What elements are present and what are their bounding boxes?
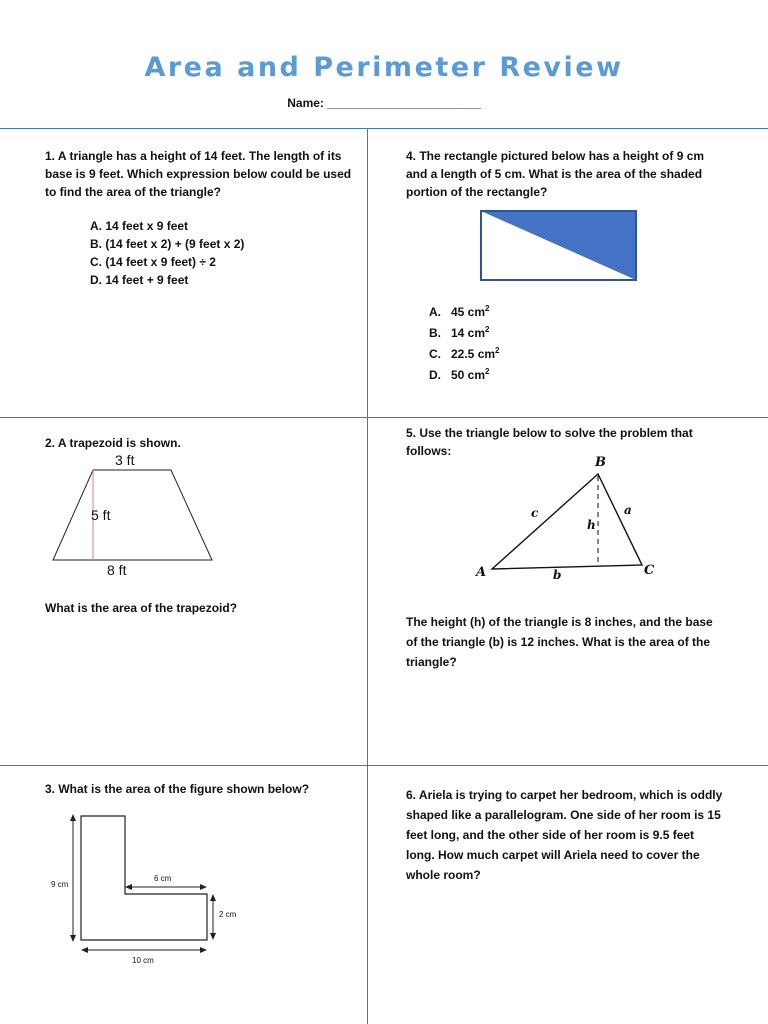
grid-divider-vertical <box>367 128 368 1024</box>
l-shape-figure <box>47 810 247 972</box>
l-shape-inner-label: 6 cm <box>154 874 172 883</box>
grid-divider-top <box>0 128 768 129</box>
side-c-label: c <box>531 506 539 520</box>
trapezoid-figure <box>45 450 225 580</box>
vertex-b-label: B <box>595 455 606 470</box>
side-b-label: b <box>553 568 562 582</box>
triangle-figure <box>470 452 665 584</box>
question-1-options <box>90 217 244 289</box>
page-title: Area and Perimeter Review <box>144 52 624 83</box>
question-3-text: 3. What is the area of the figure shown below? <box>45 782 310 796</box>
question-1-option-a: A. 14 feet x 9 feet <box>90 219 189 233</box>
question-1-option-c: C. (14 feet x 9 feet) ÷ 2 <box>90 255 216 269</box>
l-shape-right-label: 2 cm <box>219 910 237 919</box>
name-field-label: Name: _______________________ <box>287 96 481 110</box>
l-shape-left-label: 9 cm <box>51 880 69 889</box>
question-4-option-c: C. 22.5 $cm^2$ <box>429 346 500 361</box>
trapezoid-base-label: 8 ft <box>107 562 127 578</box>
question-2-text: 2. A trapezoid is shown. <box>45 436 181 450</box>
trapezoid-top-label: 3 ft <box>115 452 135 468</box>
vertex-c-label: C <box>644 563 655 578</box>
side-a-label: a <box>624 503 632 517</box>
question-4-text: 4. The rectangle pictured below has a height of 9 cm and a length of 5 cm. What is the area of the shaded portion of the rectangle? <box>406 149 705 199</box>
question-1-text: 1. A triangle has a height of 14 feet. The length of its base is 9 feet. Which expression below could be used to find the area of the triangle? <box>45 149 352 199</box>
trapezoid-height-label: 5 ft <box>91 507 111 523</box>
vertex-a-label: A <box>476 565 487 580</box>
grid-divider-bottom <box>0 765 768 766</box>
question-5-text: 5. Use the triangle below to solve the problem that follows: <box>406 426 693 458</box>
l-shape-bottom-label: 10 cm <box>132 956 154 965</box>
question-4-option-b: B. 14 $cm^2$ <box>429 325 490 340</box>
question-1-option-d: D. 14 feet + 9 feet <box>90 273 189 287</box>
question-5-prompt: The height (h) of the triangle is 8 inches, and the base of the triangle (b) is 12 inches. What is the area of the triangle? <box>406 615 713 669</box>
shaded-rectangle-figure <box>478 208 640 284</box>
question-2-prompt: What is the area of the trapezoid? <box>45 601 238 615</box>
height-h-label: h <box>587 518 596 532</box>
question-6-text: 6. Ariela is trying to carpet her bedroom, which is oddly shaped like a parallelogram. One side of her room is 15 feet long, and the other side of her room is 9.5 feet long. How much carpet will Ariela need to cover the whole room? <box>406 788 723 882</box>
question-4-option-d: D. 50 $cm^2$ <box>429 367 490 382</box>
question-4-options <box>429 300 500 384</box>
grid-divider-middle <box>0 417 768 418</box>
question-1-option-b: B. (14 feet x 2) + (9 feet x 2) <box>90 237 245 251</box>
question-4-option-a: A. 45 $cm^2$ <box>429 304 490 319</box>
